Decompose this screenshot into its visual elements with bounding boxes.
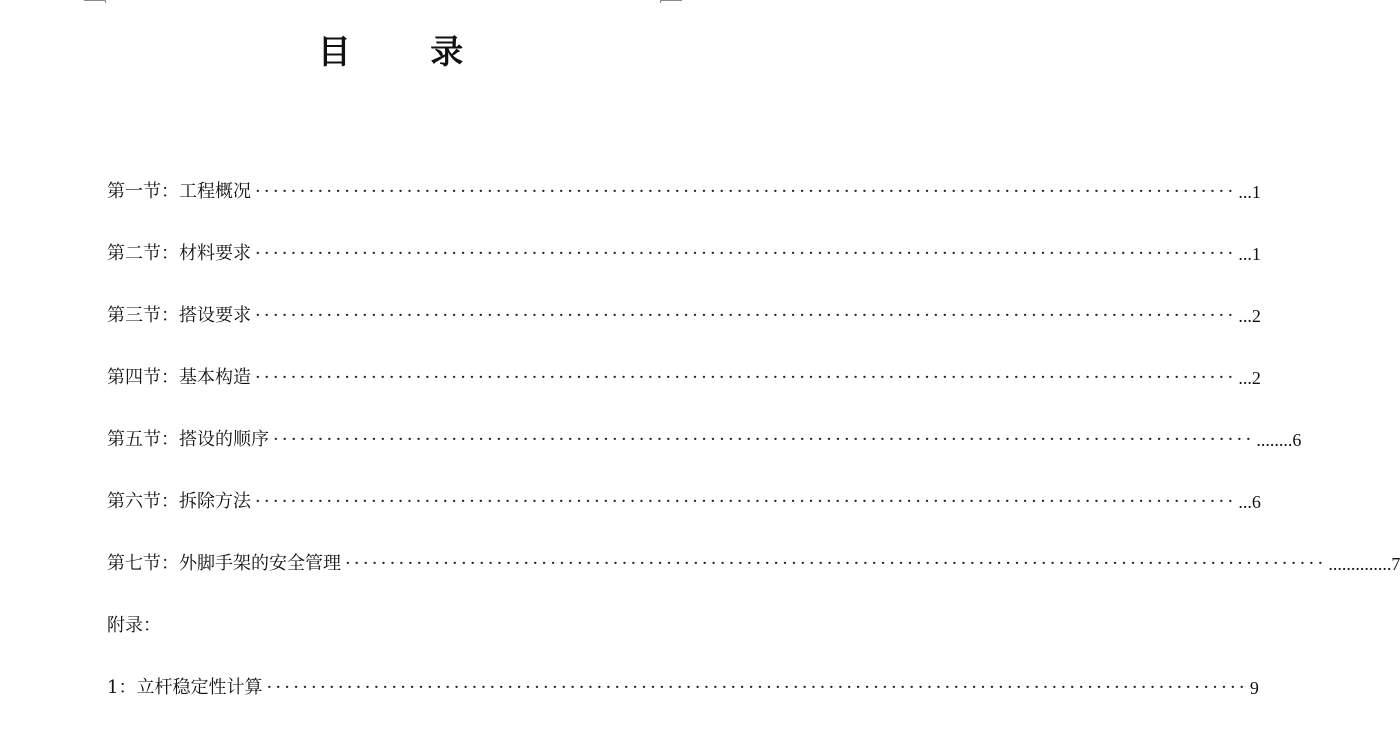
toc-entry-label: 1：立杆稳定性计算 <box>107 677 263 698</box>
toc-page-number: ...6 <box>1238 492 1261 512</box>
dot-leader: ·············································································································· <box>255 367 1237 388</box>
toc-entry-label: 第六节：拆除方法 <box>107 491 251 512</box>
page-corner-mark-right <box>660 0 682 1</box>
toc-page-number: ...1 <box>1238 244 1261 264</box>
toc-entry-appendix-1[interactable] <box>107 668 1259 730</box>
dot-leader: ·············································································································· <box>266 677 1248 698</box>
toc-entry-label: 第五节：搭设的顺序 <box>107 429 269 450</box>
toc-entry-section-7[interactable] <box>107 544 1400 606</box>
dot-leader: ·············································································································· <box>255 243 1237 264</box>
toc-entry-section-3[interactable] <box>107 296 1261 358</box>
toc-appendix-heading: 附录： <box>107 615 161 636</box>
table-of-contents <box>107 172 1400 730</box>
toc-entry-label: 第四节：基本构造 <box>107 367 251 388</box>
toc-page-number: ...2 <box>1238 368 1261 388</box>
dot-leader: ·············································································································· <box>255 491 1237 512</box>
toc-entry-label: 第七节：外脚手架的安全管理 <box>107 553 341 574</box>
toc-page-number: ...2 <box>1238 306 1261 326</box>
dot-leader: ·············································································································· <box>345 553 1327 574</box>
dot-leader: ·············································································································· <box>273 429 1255 450</box>
dot-leader: ·············································································································· <box>255 181 1237 202</box>
toc-title: 目 录 <box>317 32 498 71</box>
page-corner-mark-left <box>84 0 106 1</box>
toc-entry-section-2[interactable] <box>107 234 1261 296</box>
dot-leader: ·············································································································· <box>255 305 1237 326</box>
toc-entry-label: 第一节：工程概况 <box>107 181 251 202</box>
toc-entry-label: 第三节：搭设要求 <box>107 305 251 326</box>
toc-entry-label: 第二节：材料要求 <box>107 243 251 264</box>
toc-entry-section-5[interactable] <box>107 420 1302 482</box>
toc-page-number: ........6 <box>1256 430 1302 450</box>
toc-page-number: 9 <box>1249 678 1259 698</box>
toc-entry-section-1[interactable] <box>107 172 1261 234</box>
toc-entry-section-6[interactable] <box>107 482 1261 544</box>
toc-page-number: ...1 <box>1238 182 1261 202</box>
toc-entry-section-4[interactable] <box>107 358 1261 420</box>
toc-page-number: ..............7 <box>1328 554 1400 574</box>
